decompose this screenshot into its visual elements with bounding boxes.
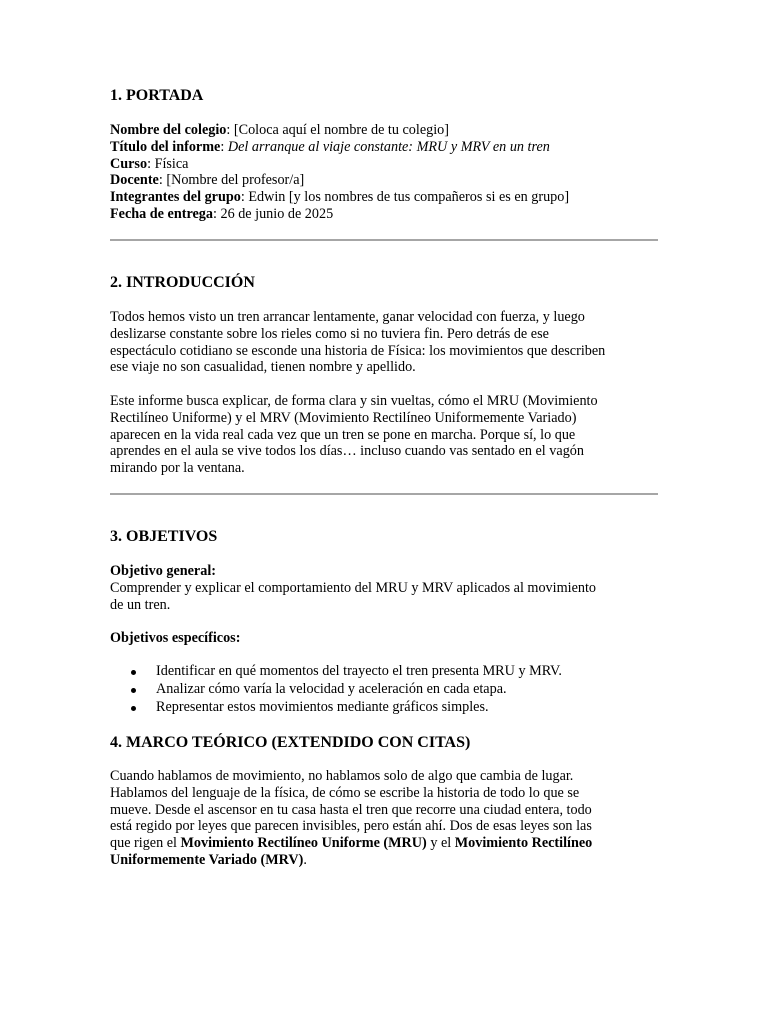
list-item: Analizar cómo varía la velocidad y aceleración en cada etapa. (110, 681, 562, 699)
field-integrantes: Integrantes del grupo: Edwin [y los nombres de tus compañeros si es en grupo] (110, 189, 570, 206)
section-heading-portada: 1. PORTADA (110, 87, 204, 104)
objetivo-general: Objetivo general: Comprender y explicar el comportamiento del MRU y MRV aplicados al movimiento de un tren. (110, 563, 596, 613)
objetivo-general-label: Objetivo general (110, 563, 212, 579)
bullet-icon (131, 688, 136, 693)
field-docente: Docente: [Nombre del profesor/a] (110, 172, 305, 189)
bullet-icon (131, 706, 136, 711)
list-item: Representar estos movimientos mediante gráficos simples. (110, 699, 562, 717)
field-titulo-informe: Título del informe: Del arranque al viaje constante: MRU y MRV en un tren (110, 138, 550, 155)
section-divider (110, 493, 658, 495)
section-heading-objetivos: 3. OBJETIVOS (110, 528, 218, 545)
intro-paragraph-1: Todos hemos visto un tren arrancar lentamente, ganar velocidad con fuerza, y luego deslizarse constante sobre los rieles como si no tuviera fin. Pero detrás de ese espectáculo cotidiano se esconde una historia de Física: los movimientos que describen ese viaje no son casualidad, tienen nombre y apellido. (110, 309, 606, 376)
field-curso: Curso: Física (110, 155, 189, 172)
objetivos-especificos-list (110, 663, 562, 716)
marco-paragraph: Cuando hablamos de movimiento, no hablamos solo de algo que cambia de lugar. Hablamos del lenguaje de la física, de cómo se escribe la historia de todo lo que se mueve. Desde el ascensor en tu casa hasta el tren que recorre una ciudad entera, todo está regido por leyes que parecen invisibles, pero están ahí. Dos de esas leyes son las que rigen el Movimiento Rectilíneo Uniforme (MRU) y el Movimiento Rectilíneo Uniformemente Variado (MRV). (110, 768, 593, 868)
section-heading-introduccion: 2. INTRODUCCIÓN (110, 274, 255, 291)
bullet-icon (131, 670, 136, 675)
field-fecha-entrega: Fecha de entrega: 26 de junio de 2025 (110, 205, 334, 222)
section-heading-marco-teorico: 4. MARCO TEÓRICO (EXTENDIDO CON CITAS) (110, 734, 471, 751)
intro-paragraph-2: Este informe busca explicar, de forma clara y sin vueltas, cómo el MRU (Movimiento Rectilíneo Uniforme) y el MRV (Movimiento Rectilíneo Uniformemente Variado) aparecen en la vida real cada vez que un tren se pone en marcha. Porque sí, lo que aprendes en el aula se vive todos los días… incluso cuando vas sentado en el vagón mirando por la ventana. (110, 393, 598, 477)
portada-fields (110, 122, 658, 223)
objetivos-especificos-label: Objetivos específicos: (110, 630, 241, 646)
section-divider (110, 239, 658, 241)
field-nombre-colegio: Nombre del colegio: [Coloca aquí el nombre de tu colegio] (110, 122, 449, 138)
list-item: Identificar en qué momentos del trayecto el tren presenta MRU y MRV. (110, 663, 562, 681)
